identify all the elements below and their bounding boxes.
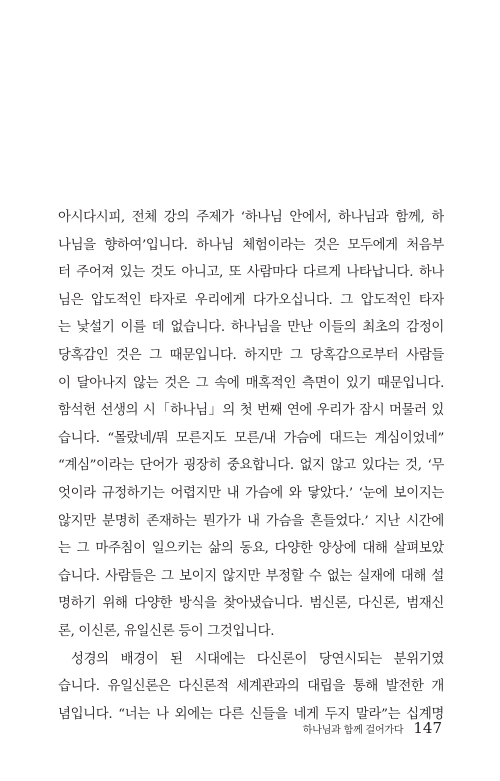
text-line: 념입니다. “너는 나 외에는 다른 신들을 네게 두지 말라”는 십계명 — [58, 706, 444, 722]
text-line: 습니다. 유일신론은 다신론적 세계관과의 대립을 통해 발전한 개 — [58, 679, 444, 695]
text-line: “계심”이라는 단어가 굉장히 중요합니다. 없지 않고 있다는 것, ‘무 — [58, 458, 444, 474]
text-line: 는 그 마주침이 일으키는 삶의 동요, 다양한 양상에 대해 살펴보았 — [58, 541, 444, 557]
text-line: 습니다. 사람들은 그 보이지 않지만 부정할 수 없는 실재에 대해 설 — [58, 568, 444, 584]
page-footer — [303, 719, 442, 741]
text-line: 당혹감인 것은 그 때문입니다. 하지만 그 당혹감으로부터 사람들 — [58, 347, 444, 363]
text-line: 습니다. “몰랐네/뭐 모른지도 모른/내 가슴에 대드는 계심이었네” — [58, 430, 444, 446]
page-number: 147 — [413, 719, 442, 737]
text-line: 함석헌 선생의 시「하나님」의 첫 번째 연에 우리가 잠시 머물러 있 — [58, 403, 444, 419]
text-line: 터 주어져 있는 것도 아니고, 또 사람마다 다르게 나타납니다. 하나 — [58, 265, 444, 281]
text-line: 엇이라 규정하기는 어렵지만 내 가슴에 와 닿았다.’ ‘눈에 보이지는 — [58, 485, 444, 501]
running-title: 하나님과 함께 걸어가다 — [302, 725, 404, 736]
text-line: 명하기 위해 다양한 방식을 찾아냈습니다. 범신론, 다신론, 범재신 — [58, 596, 444, 612]
body-text — [58, 204, 444, 728]
text-line: 성경의 배경이 된 시대에는 다신론이 당연시되는 분위기였 — [71, 651, 444, 667]
text-line: 론, 이신론, 유일신론 등이 그것입니다. — [58, 623, 275, 639]
text-line: 는 낯설기 이를 데 없습니다. 하나님을 만난 이들의 최초의 감정이 — [58, 320, 444, 336]
text-line: 님은 압도적인 타자로 우리에게 다가오십니다. 그 압도적인 타자 — [58, 292, 444, 308]
text-line: 아시다시피, 전체 강의 주제가 ‘하나님 안에서, 하나님과 함께, 하 — [58, 210, 444, 225]
text-line: 않지만 분명히 존재하는 뭔가가 내 가슴을 흔들었다.’ 지난 시간에 — [58, 513, 444, 529]
text-line: 나님을 향하여’입니다. 하나님 체험이라는 것은 모두에게 처음부 — [58, 237, 444, 253]
text-line: 이 달아나지 않는 것은 그 속에 매혹적인 측면이 있기 때문입니다. — [58, 375, 444, 391]
